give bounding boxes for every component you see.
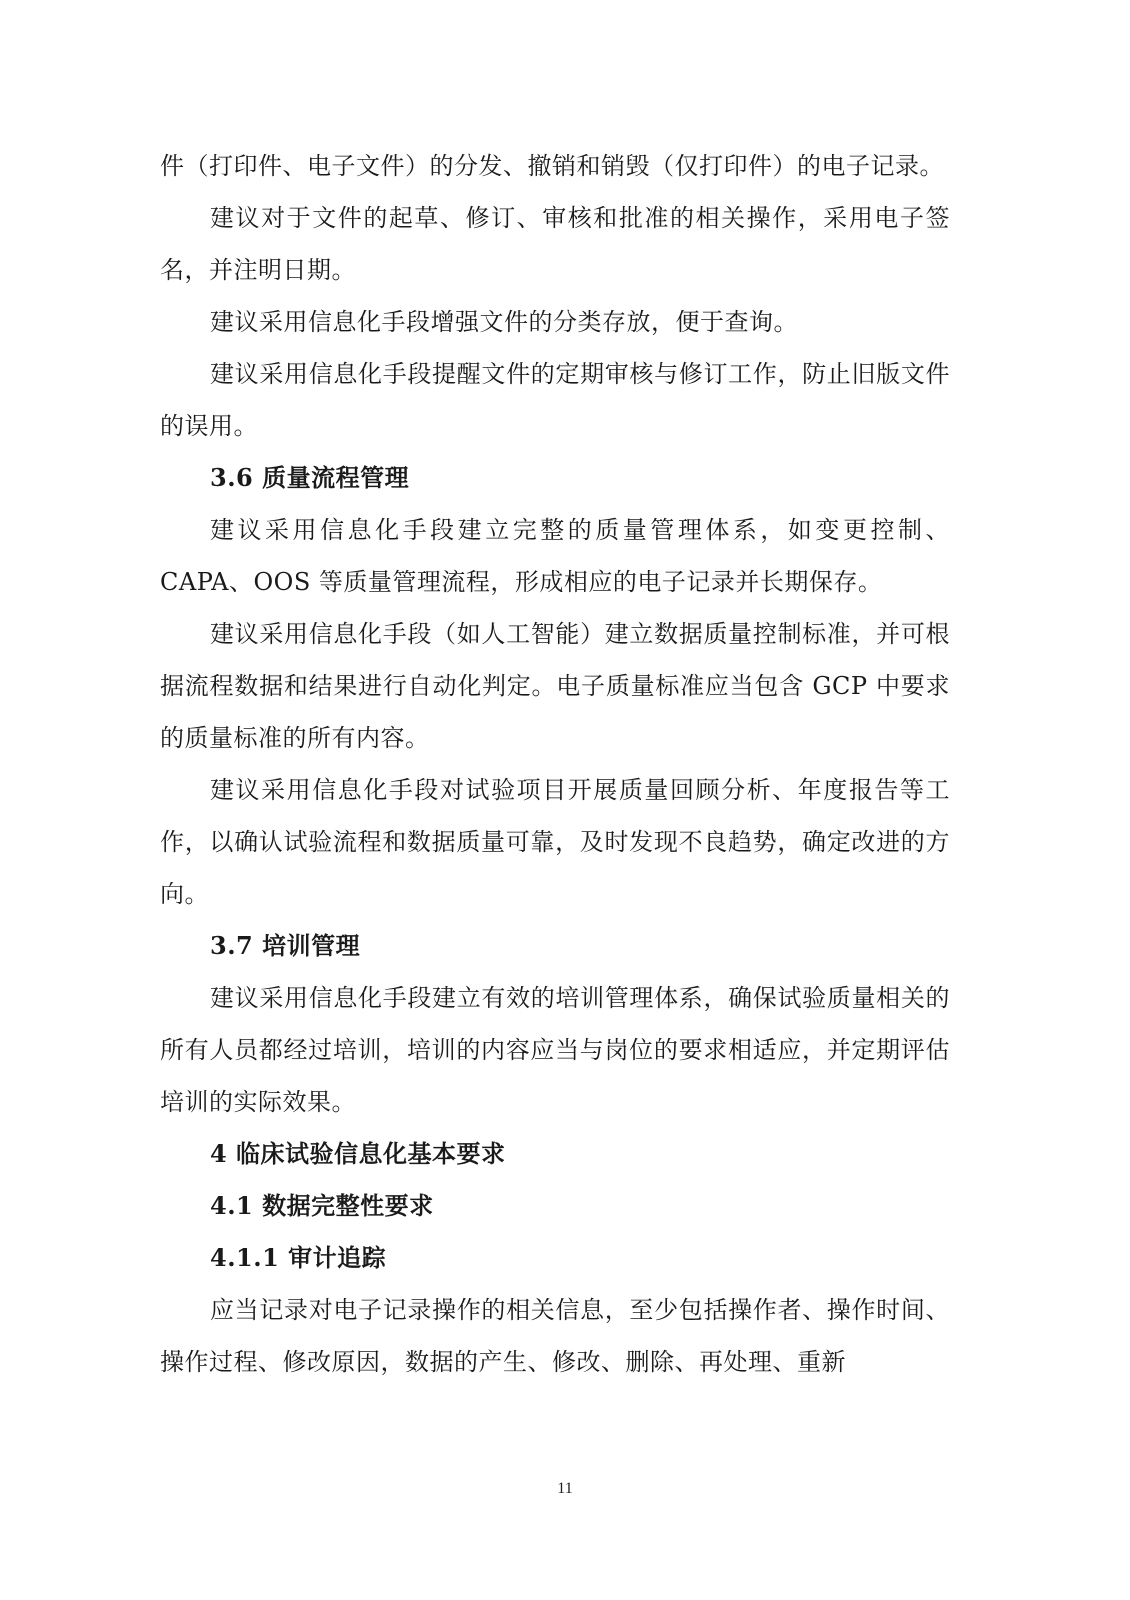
page-body xyxy=(160,140,950,1388)
section-heading-3-7: 3.7 培训管理 xyxy=(210,931,361,960)
page-number: 11 xyxy=(557,1480,573,1497)
continued-paragraph: 件（打印件、电子文件）的分发、撤销和销毁（仅打印件）的电子记录。 xyxy=(160,152,944,180)
paragraph: 建议采用信息化手段建立有效的培训管理体系，确保试验质量相关的所有人员都经过培训，培训的内容应当与岗位的要求相适应，并定期评估培训的实际效果。 xyxy=(160,984,950,1116)
section-heading-4-1: 4.1 数据完整性要求 xyxy=(210,1191,434,1220)
paragraph: 建议采用信息化手段提醒文件的定期审核与修订工作，防止旧版文件的误用。 xyxy=(160,360,950,440)
paragraph: 建议对于文件的起草、修订、审核和批准的相关操作，采用电子签名，并注明日期。 xyxy=(160,204,950,284)
paragraph: 建议采用信息化手段建立完整的质量管理体系，如变更控制、CAPA、OOS 等质量管理流程，形成相应的电子记录并长期保存。 xyxy=(160,516,950,596)
paragraph: 应当记录对电子记录操作的相关信息，至少包括操作者、操作时间、操作过程、修改原因，数据的产生、修改、删除、再处理、重新 xyxy=(160,1296,950,1376)
paragraph: 建议采用信息化手段对试验项目开展质量回顾分析、年度报告等工作，以确认试验流程和数据质量可靠，及时发现不良趋势，确定改进的方向。 xyxy=(160,776,950,908)
section-heading-4-1-1: 4.1.1 审计追踪 xyxy=(210,1243,387,1272)
paragraph: 建议采用信息化手段（如人工智能）建立数据质量控制标准，并可根据流程数据和结果进行自动化判定。电子质量标准应当包含 GCP 中要求的质量标准的所有内容。 xyxy=(160,620,950,752)
section-heading-3-6: 3.6 质量流程管理 xyxy=(210,463,410,492)
section-heading-4: 4 临床试验信息化基本要求 xyxy=(210,1139,506,1168)
paragraph: 建议采用信息化手段增强文件的分类存放，便于查询。 xyxy=(210,308,798,336)
